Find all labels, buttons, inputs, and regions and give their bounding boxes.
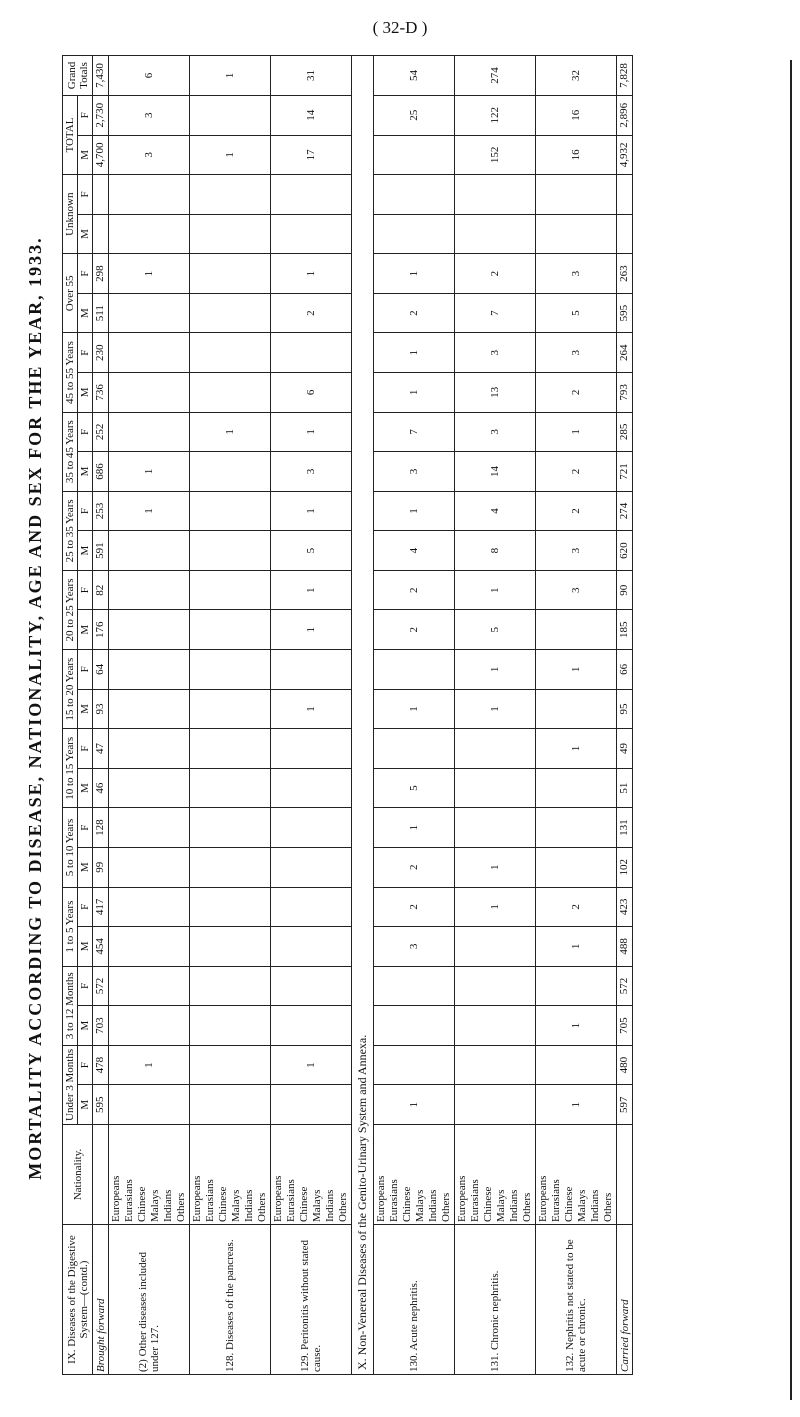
value-cell: 572 — [617, 966, 633, 1006]
value-cell: 686 — [93, 452, 109, 492]
value-cell: 274 — [617, 491, 633, 531]
disease-cell: 130. Acute nephritis. — [374, 1225, 455, 1375]
value-cell: 511 — [93, 293, 109, 333]
value-cell: 2 — [374, 847, 455, 887]
value-cell: 298 — [93, 254, 109, 294]
value-cell: 1 — [109, 491, 190, 531]
value-cell — [271, 729, 352, 769]
value-cell: 423 — [617, 887, 633, 927]
table-row — [455, 56, 536, 1375]
value-cell: 1 — [271, 610, 352, 650]
value-cell — [271, 1085, 352, 1125]
table-row — [93, 56, 109, 1375]
value-cell: 66 — [617, 650, 633, 690]
female-header: F — [78, 491, 93, 531]
value-cell: 5 — [536, 293, 617, 333]
value-cell: 3 — [374, 452, 455, 492]
nationality-cell: Europeans Eurasians Chinese Malays Indians Others — [190, 1125, 271, 1225]
value-cell: 1 — [271, 412, 352, 452]
grand-totals-header: Grand Totals — [63, 56, 93, 96]
value-cell: 3 — [271, 452, 352, 492]
value-cell: 2 — [455, 254, 536, 294]
value-cell: 230 — [93, 333, 109, 373]
value-cell — [374, 650, 455, 690]
value-cell — [536, 689, 617, 729]
value-cell — [455, 175, 536, 215]
value-cell: 5 — [455, 610, 536, 650]
value-cell — [109, 412, 190, 452]
value-cell: 16 — [536, 135, 617, 175]
value-cell: 1 — [109, 254, 190, 294]
totals-label: Brought forward — [93, 1225, 109, 1375]
male-header: M — [78, 531, 93, 571]
value-cell — [190, 175, 271, 215]
value-cell — [271, 768, 352, 808]
value-cell — [190, 491, 271, 531]
value-cell — [190, 95, 271, 135]
nationality-header: Nationality. — [63, 1125, 93, 1225]
age-group-header: Under 3 Months — [63, 1045, 78, 1124]
value-cell: 703 — [93, 1006, 109, 1046]
value-cell: 1 — [190, 412, 271, 452]
female-header: F — [78, 570, 93, 610]
value-cell: 14 — [271, 95, 352, 135]
value-cell: 2 — [536, 373, 617, 413]
male-header: M — [78, 768, 93, 808]
value-cell — [109, 175, 190, 215]
value-cell — [190, 531, 271, 571]
female-header: F — [78, 966, 93, 1006]
age-group-header: 35 to 45 Years — [63, 412, 78, 491]
male-header: M — [78, 610, 93, 650]
value-cell: 1 — [271, 570, 352, 610]
value-cell — [190, 689, 271, 729]
male-header: M — [78, 1085, 93, 1125]
value-cell — [190, 254, 271, 294]
female-header: F — [78, 650, 93, 690]
disease-cell: 128. Diseases of the pancreas. — [190, 1225, 271, 1375]
value-cell: 3 — [109, 95, 190, 135]
female-header: F — [78, 808, 93, 848]
value-cell: 620 — [617, 531, 633, 571]
female-header: F — [78, 333, 93, 373]
value-cell — [109, 570, 190, 610]
value-cell: 3 — [455, 412, 536, 452]
nationality-cell — [93, 1125, 109, 1225]
value-cell: 1 — [455, 847, 536, 887]
value-cell: 102 — [617, 847, 633, 887]
disease-cell: 132. Nephritis not stated to be acute or chronic. — [536, 1225, 617, 1375]
value-cell: 3 — [109, 135, 190, 175]
page-number: ( 32-D ) — [372, 18, 428, 37]
value-cell — [190, 373, 271, 413]
value-cell — [536, 1045, 617, 1085]
male-header: M — [78, 373, 93, 413]
age-group-header: 10 to 15 Years — [63, 729, 78, 808]
age-group-header: 25 to 35 Years — [63, 491, 78, 570]
value-cell — [109, 373, 190, 413]
female-header: F — [78, 887, 93, 927]
female-header: F — [78, 95, 93, 135]
value-cell: 488 — [617, 927, 633, 967]
nationality-cell — [617, 1125, 633, 1225]
value-cell: 1 — [374, 1085, 455, 1125]
value-cell: 2 — [536, 452, 617, 492]
value-cell — [93, 175, 109, 215]
value-cell — [109, 887, 190, 927]
nationality-cell: Europeans Eurasians Chinese Malays Indians Others — [109, 1125, 190, 1225]
value-cell: 1 — [455, 887, 536, 927]
value-cell — [455, 808, 536, 848]
value-cell: 591 — [93, 531, 109, 571]
value-cell: 128 — [93, 808, 109, 848]
value-cell: 2 — [271, 293, 352, 333]
value-cell: 1 — [374, 373, 455, 413]
age-group-header: 3 to 12 Months — [63, 966, 78, 1045]
value-cell — [271, 927, 352, 967]
value-cell — [271, 808, 352, 848]
grand-total-cell: 31 — [271, 56, 352, 96]
value-cell: 2 — [536, 491, 617, 531]
value-cell — [190, 808, 271, 848]
value-cell: 5 — [374, 768, 455, 808]
value-cell — [271, 966, 352, 1006]
value-cell — [190, 333, 271, 373]
value-cell: 1 — [374, 689, 455, 729]
value-cell — [190, 729, 271, 769]
male-header: M — [78, 689, 93, 729]
value-cell — [109, 808, 190, 848]
value-cell — [190, 214, 271, 254]
table-row — [190, 56, 271, 1375]
value-cell: 4,700 — [93, 135, 109, 175]
table-row — [617, 56, 633, 1375]
value-cell — [617, 175, 633, 215]
table-row — [109, 56, 190, 1375]
value-cell — [374, 1006, 455, 1046]
value-cell — [109, 847, 190, 887]
value-cell: 252 — [93, 412, 109, 452]
value-cell: 478 — [93, 1045, 109, 1085]
value-cell: 595 — [93, 1085, 109, 1125]
value-cell — [190, 452, 271, 492]
grand-total-cell: 32 — [536, 56, 617, 96]
age-group-header: 15 to 20 Years — [63, 650, 78, 729]
value-cell — [109, 689, 190, 729]
value-cell — [190, 1006, 271, 1046]
value-cell — [93, 214, 109, 254]
male-header: M — [78, 452, 93, 492]
value-cell — [455, 1085, 536, 1125]
female-header: F — [78, 254, 93, 294]
value-cell: 3 — [536, 531, 617, 571]
value-cell: 1 — [109, 1045, 190, 1085]
value-cell — [536, 610, 617, 650]
value-cell — [190, 887, 271, 927]
value-cell: 82 — [93, 570, 109, 610]
value-cell — [190, 650, 271, 690]
value-cell — [190, 847, 271, 887]
value-cell — [536, 214, 617, 254]
value-cell — [536, 847, 617, 887]
value-cell — [374, 729, 455, 769]
value-cell — [271, 214, 352, 254]
totals-label: Carried forward — [617, 1225, 633, 1375]
value-cell: 721 — [617, 452, 633, 492]
male-header: M — [78, 214, 93, 254]
value-cell — [109, 531, 190, 571]
value-cell: 3 — [536, 254, 617, 294]
female-header: F — [78, 729, 93, 769]
value-cell: 263 — [617, 254, 633, 294]
value-cell — [271, 847, 352, 887]
value-cell — [109, 729, 190, 769]
value-cell: 4 — [455, 491, 536, 531]
value-cell: 7 — [455, 293, 536, 333]
value-cell: 17 — [271, 135, 352, 175]
value-cell — [190, 768, 271, 808]
rotated-table-container — [62, 55, 767, 1375]
value-cell: 595 — [617, 293, 633, 333]
value-cell — [536, 966, 617, 1006]
value-cell — [109, 214, 190, 254]
nationality-cell: Europeans Eurasians Chinese Malays Indians Others — [271, 1125, 352, 1225]
value-cell: 1 — [455, 570, 536, 610]
female-header: F — [78, 175, 93, 215]
value-cell — [190, 1045, 271, 1085]
value-cell: 122 — [455, 95, 536, 135]
age-group-header: TOTAL — [63, 95, 78, 174]
page-edge-rule — [790, 60, 792, 1400]
value-cell: 2 — [536, 887, 617, 927]
value-cell: 264 — [617, 333, 633, 373]
value-cell — [617, 214, 633, 254]
male-header: M — [78, 847, 93, 887]
value-cell — [455, 214, 536, 254]
value-cell: 1 — [536, 412, 617, 452]
disease-header: IX. Diseases of the Digestive System—(contd.) — [63, 1225, 93, 1375]
value-cell: 64 — [93, 650, 109, 690]
value-cell — [536, 768, 617, 808]
value-cell: 152 — [455, 135, 536, 175]
value-cell: 705 — [617, 1006, 633, 1046]
value-cell — [374, 1045, 455, 1085]
value-cell — [271, 650, 352, 690]
value-cell — [536, 808, 617, 848]
value-cell — [271, 887, 352, 927]
age-group-header: 45 to 55 Years — [63, 333, 78, 412]
value-cell — [190, 1085, 271, 1125]
value-cell: 1 — [536, 1006, 617, 1046]
value-cell: 1 — [374, 491, 455, 531]
age-group-header: Over 55 — [63, 254, 78, 333]
value-cell: 4 — [374, 531, 455, 571]
male-header: M — [78, 293, 93, 333]
value-cell — [109, 1006, 190, 1046]
value-cell — [109, 768, 190, 808]
value-cell: 90 — [617, 570, 633, 610]
disease-cell: 131. Chronic nephritis. — [455, 1225, 536, 1375]
value-cell: 3 — [536, 570, 617, 610]
value-cell: 736 — [93, 373, 109, 413]
disease-cell: 129. Peritonitis without stated cause. — [271, 1225, 352, 1375]
value-cell — [455, 1006, 536, 1046]
value-cell: 16 — [536, 95, 617, 135]
value-cell: 25 — [374, 95, 455, 135]
value-cell: 1 — [536, 729, 617, 769]
value-cell: 131 — [617, 808, 633, 848]
value-cell: 1 — [271, 689, 352, 729]
grand-total-cell: 274 — [455, 56, 536, 96]
value-cell — [190, 610, 271, 650]
value-cell: 572 — [93, 966, 109, 1006]
value-cell — [109, 650, 190, 690]
value-cell: 46 — [93, 768, 109, 808]
value-cell — [455, 1045, 536, 1085]
age-group-header: 1 to 5 Years — [63, 887, 78, 966]
value-cell: 2 — [374, 610, 455, 650]
value-cell: 176 — [93, 610, 109, 650]
value-cell: 6 — [271, 373, 352, 413]
table-row — [536, 56, 617, 1375]
value-cell — [190, 293, 271, 333]
female-header: F — [78, 1045, 93, 1085]
value-cell: 13 — [455, 373, 536, 413]
male-header: M — [78, 1006, 93, 1046]
value-cell — [190, 966, 271, 1006]
nationality-cell: Europeans Eurasians Chinese Malays Indians Others — [374, 1125, 455, 1225]
value-cell: 1 — [190, 135, 271, 175]
female-header: F — [78, 412, 93, 452]
value-cell — [271, 175, 352, 215]
value-cell: 1 — [271, 491, 352, 531]
value-cell — [190, 570, 271, 610]
value-cell: 597 — [617, 1085, 633, 1125]
value-cell: 8 — [455, 531, 536, 571]
value-cell: 14 — [455, 452, 536, 492]
value-cell — [109, 610, 190, 650]
value-cell: 793 — [617, 373, 633, 413]
value-cell: 2,896 — [617, 95, 633, 135]
value-cell: 454 — [93, 927, 109, 967]
value-cell — [109, 927, 190, 967]
grand-total-cell: 7,828 — [617, 56, 633, 96]
value-cell: 2 — [374, 293, 455, 333]
value-cell: 480 — [617, 1045, 633, 1085]
value-cell: 1 — [271, 1045, 352, 1085]
nationality-cell: Europeans Eurasians Chinese Malays Indians Others — [455, 1125, 536, 1225]
value-cell — [455, 729, 536, 769]
age-group-header: 5 to 10 Years — [63, 808, 78, 887]
value-cell: 5 — [271, 531, 352, 571]
value-cell: 253 — [93, 491, 109, 531]
section-x-title: X. Non-Venereal Diseases of the Genito-Urinary System and Annexa. — [352, 56, 374, 1375]
age-group-header: Unknown — [63, 175, 78, 254]
value-cell: 3 — [455, 333, 536, 373]
grand-total-cell: 54 — [374, 56, 455, 96]
value-cell — [374, 966, 455, 1006]
table-row — [374, 56, 455, 1375]
value-cell — [109, 293, 190, 333]
value-cell: 49 — [617, 729, 633, 769]
value-cell: 1 — [536, 1085, 617, 1125]
age-group-header: 20 to 25 Years — [63, 570, 78, 649]
male-header: M — [78, 927, 93, 967]
value-cell: 2 — [374, 887, 455, 927]
disease-cell: (2) Other diseases included under 127. — [109, 1225, 190, 1375]
value-cell: 1 — [374, 808, 455, 848]
value-cell: 95 — [617, 689, 633, 729]
male-header: M — [78, 135, 93, 175]
value-cell: 1 — [374, 254, 455, 294]
value-cell — [536, 175, 617, 215]
value-cell: 7 — [374, 412, 455, 452]
grand-total-cell: 6 — [109, 56, 190, 96]
value-cell: 1 — [271, 254, 352, 294]
value-cell: 185 — [617, 610, 633, 650]
grand-total-cell: 7,430 — [93, 56, 109, 96]
value-cell: 4,932 — [617, 135, 633, 175]
section-header-row — [352, 56, 374, 1375]
value-cell: 2,730 — [93, 95, 109, 135]
grand-total-cell: 1 — [190, 56, 271, 96]
value-cell — [455, 927, 536, 967]
value-cell: 47 — [93, 729, 109, 769]
value-cell — [455, 966, 536, 1006]
table-row — [271, 56, 352, 1375]
value-cell: 1 — [455, 689, 536, 729]
value-cell — [109, 333, 190, 373]
nationality-cell: Europeans Eurasians Chinese Malays Indians Others — [536, 1125, 617, 1225]
value-cell — [455, 768, 536, 808]
value-cell: 1 — [536, 650, 617, 690]
value-cell — [374, 175, 455, 215]
value-cell — [109, 966, 190, 1006]
value-cell: 417 — [93, 887, 109, 927]
value-cell: 285 — [617, 412, 633, 452]
value-cell: 1 — [455, 650, 536, 690]
mortality-table — [62, 55, 633, 1375]
value-cell: 93 — [93, 689, 109, 729]
value-cell: 3 — [374, 927, 455, 967]
value-cell — [109, 1085, 190, 1125]
value-cell — [271, 1006, 352, 1046]
value-cell — [190, 927, 271, 967]
value-cell: 1 — [536, 927, 617, 967]
value-cell — [271, 333, 352, 373]
running-title: MORTALITY ACCORDING TO DISEASE, NATIONALITY, AGE AND SEX FOR THE YEAR, 1933. — [24, 236, 45, 1180]
value-cell — [374, 214, 455, 254]
value-cell: 51 — [617, 768, 633, 808]
value-cell — [374, 135, 455, 175]
value-cell: 99 — [93, 847, 109, 887]
value-cell: 1 — [374, 333, 455, 373]
value-cell: 2 — [374, 570, 455, 610]
value-cell: 3 — [536, 333, 617, 373]
value-cell: 1 — [109, 452, 190, 492]
